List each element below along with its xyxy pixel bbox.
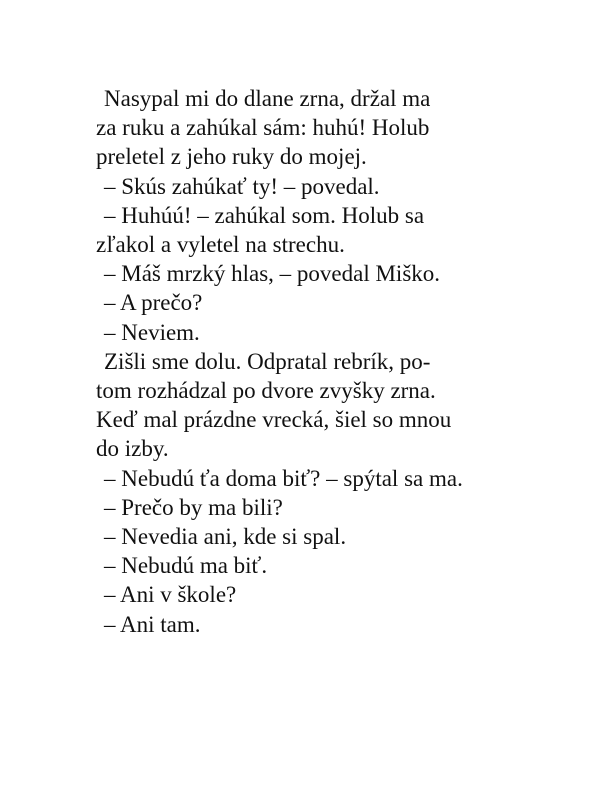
dialogue-line: – Máš mrzký hlas, – povedal Miško. bbox=[104, 261, 441, 287]
dialogue-line: – Nevedia ani, kde si spal. bbox=[104, 524, 347, 550]
paragraph-line: Nasypal mi do dlane zrna, držal ma bbox=[104, 86, 431, 111]
paragraph-line: Keď mal prázdne vrecká, šiel so mnou bbox=[96, 407, 452, 433]
dialogue-line: – Nebudú ťa doma biť? – spýtal sa ma. bbox=[104, 465, 463, 491]
paragraph-line: preletel z jeho ruky do mojej. bbox=[96, 144, 367, 170]
paragraph-line: tom rozhádzal po dvore zvyšky zrna. bbox=[96, 378, 436, 404]
dialogue-line: – A prečo? bbox=[104, 290, 203, 316]
dialogue-line: – Ani tam. bbox=[104, 611, 201, 637]
dialogue-line: – Nebudú ma biť. bbox=[104, 553, 268, 579]
dialogue-line: – Neviem. bbox=[104, 319, 200, 345]
story-text bbox=[96, 84, 536, 639]
dialogue-line: – Prečo by ma bili? bbox=[104, 494, 283, 520]
dialogue-line: – Skús zahúkať ty! – povedal. bbox=[104, 173, 380, 199]
paragraph-line: zľakol a vyletel na strechu. bbox=[96, 232, 345, 258]
paragraph-line: za ruku a zahúkal sám: huhú! Holub bbox=[96, 115, 430, 141]
dialogue-line: – Huhúú! – zahúkal som. Holub sa bbox=[104, 202, 425, 228]
paragraph-line: Zišli sme dolu. Odpratal rebrík, po- bbox=[104, 348, 431, 374]
dialogue-line: – Ani v škole? bbox=[104, 582, 237, 608]
paragraph-line: do izby. bbox=[96, 436, 169, 462]
